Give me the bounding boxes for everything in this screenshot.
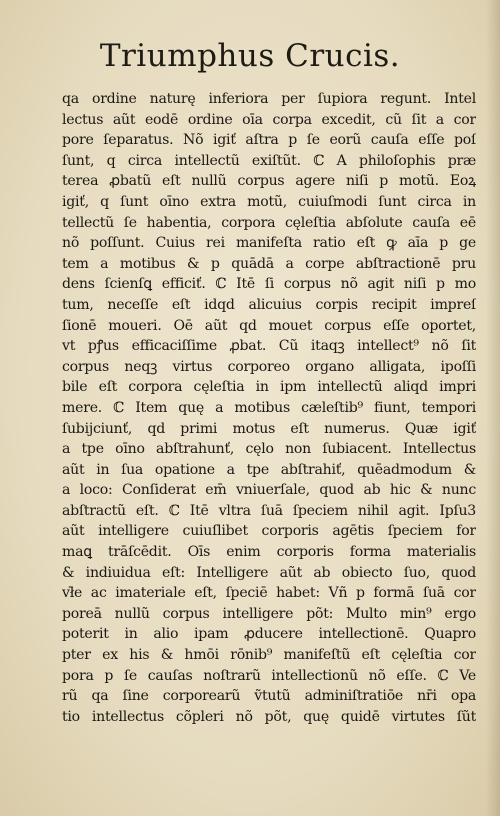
- text-line: tem a motibus & p quādā a corpe abſtractionē pru: [62, 255, 476, 272]
- running-head: Triumphus Crucis.: [99, 38, 401, 74]
- text-line: ſubijciunť, qd primi motus eſt numerus. Quæ igiť: [62, 420, 476, 437]
- text-line: tum, neceſſe eſt idqd alicuius corpis recipit impreſ: [62, 296, 476, 313]
- text-line: poterit in alio ipam ꝓducere intellectionē. Quapro: [62, 626, 476, 643]
- text-line: corpus neqꝫ virtus corporeo organo alligata, ipoſſi: [62, 358, 476, 375]
- text-line: igiť, q ſunt oīno extra motũ, cuiuſmodi ſunt circa in: [62, 193, 476, 210]
- text-line: mere. ℂ Item quę a motibus cæleſtib⁹ fiunt, tempori: [62, 399, 476, 416]
- text-line: tellectũ ſe habentia, corpora cęleſtia abſolute cauſa eē: [62, 214, 476, 231]
- text-line: aũt intelligere cuiuſlibet corporis agētis ſpeciem for: [62, 523, 476, 540]
- text-line: maꝗ trāſcēdit. Oīs enim corporis forma materialis: [62, 544, 476, 561]
- text-line: a loco: Conſiderat em̄ vniuerſale, quod ab hic & nunc: [62, 482, 476, 499]
- text-line: poreā nullũ corpus intelligere põt: Multo min⁹ ergo: [62, 605, 476, 622]
- text-line: pore ſeparatus. Nõ igiť aſtra p ſe eorũ cauſa eſſe poſ: [62, 132, 476, 149]
- text-line: pora p ſe cauſas noſtrarũ intellectionũ nõ eſſe. ℂ Ve: [62, 667, 476, 684]
- text-line: dens ſcienſꝗ efficiť. ℂ Itē ſi corpus nõ agit niſi p mo: [62, 276, 476, 293]
- text-line: ſionē moueri. Oē aũt qd mouet corpus eſſe oportet,: [62, 317, 476, 334]
- text-line: ſunt, q circa intellectũ exiſtũt. ℂ A philoſophis præ: [62, 152, 476, 169]
- page-edge-shadow: [486, 0, 500, 816]
- text-line: a tpe oīno abſtrahunť, cęlo non ſubiacent. Intellectus: [62, 441, 476, 458]
- text-line: terea ꝓbatũ eſt nullũ corpus agere niſi p motũ. Eoꝝ: [62, 173, 476, 190]
- text-line: vt pꝭus efficaciſſime ꝓbat. Cũ itaqꝫ intellect⁹ nõ ſit: [62, 338, 476, 355]
- text-line: vł̄e ac imateriale eſt, ſpeciē habet: Vñ p formā ſuā cor: [62, 585, 476, 602]
- text-line: lectus aũt eodē ordine oīa corpa excedit, cũ ſit a cor: [62, 111, 476, 128]
- text-line: tio intellectus cõpleri nõ põt, quę quidē virtutes ſũt: [62, 708, 476, 725]
- text-line: abſtractũ eſt. ℂ Itē vltra ſuā ſpeciem nihil agit. Ipſu3: [62, 502, 476, 519]
- text-line: bile eſt corpora cęleſtia in ipm intellectũ aliqd impri: [62, 379, 476, 396]
- text-line: pter ex his & hmōi rōnib⁹ manifeſtũ eſt cęleſtia cor: [62, 647, 476, 664]
- text-line: & indiuidua eſt: Intelligere aũt ab obiecto ſuo, quod: [62, 564, 476, 581]
- text-line: nõ poſſunt. Cuius rei manifeſta ratio eſt ꝙ aīa p ge: [62, 235, 476, 252]
- text-line: qa ordine naturę inferiora per ſupiora regunt. Intel: [62, 91, 476, 107]
- text-line: rũ qa ſine corporearũ ṽtutũ adminiſtratiōe nr̄i opa: [62, 688, 476, 705]
- text-block: [62, 89, 476, 727]
- text-line: aũt in ſua opatione a tpe abſtrahiť, quēadmodum &: [62, 461, 476, 478]
